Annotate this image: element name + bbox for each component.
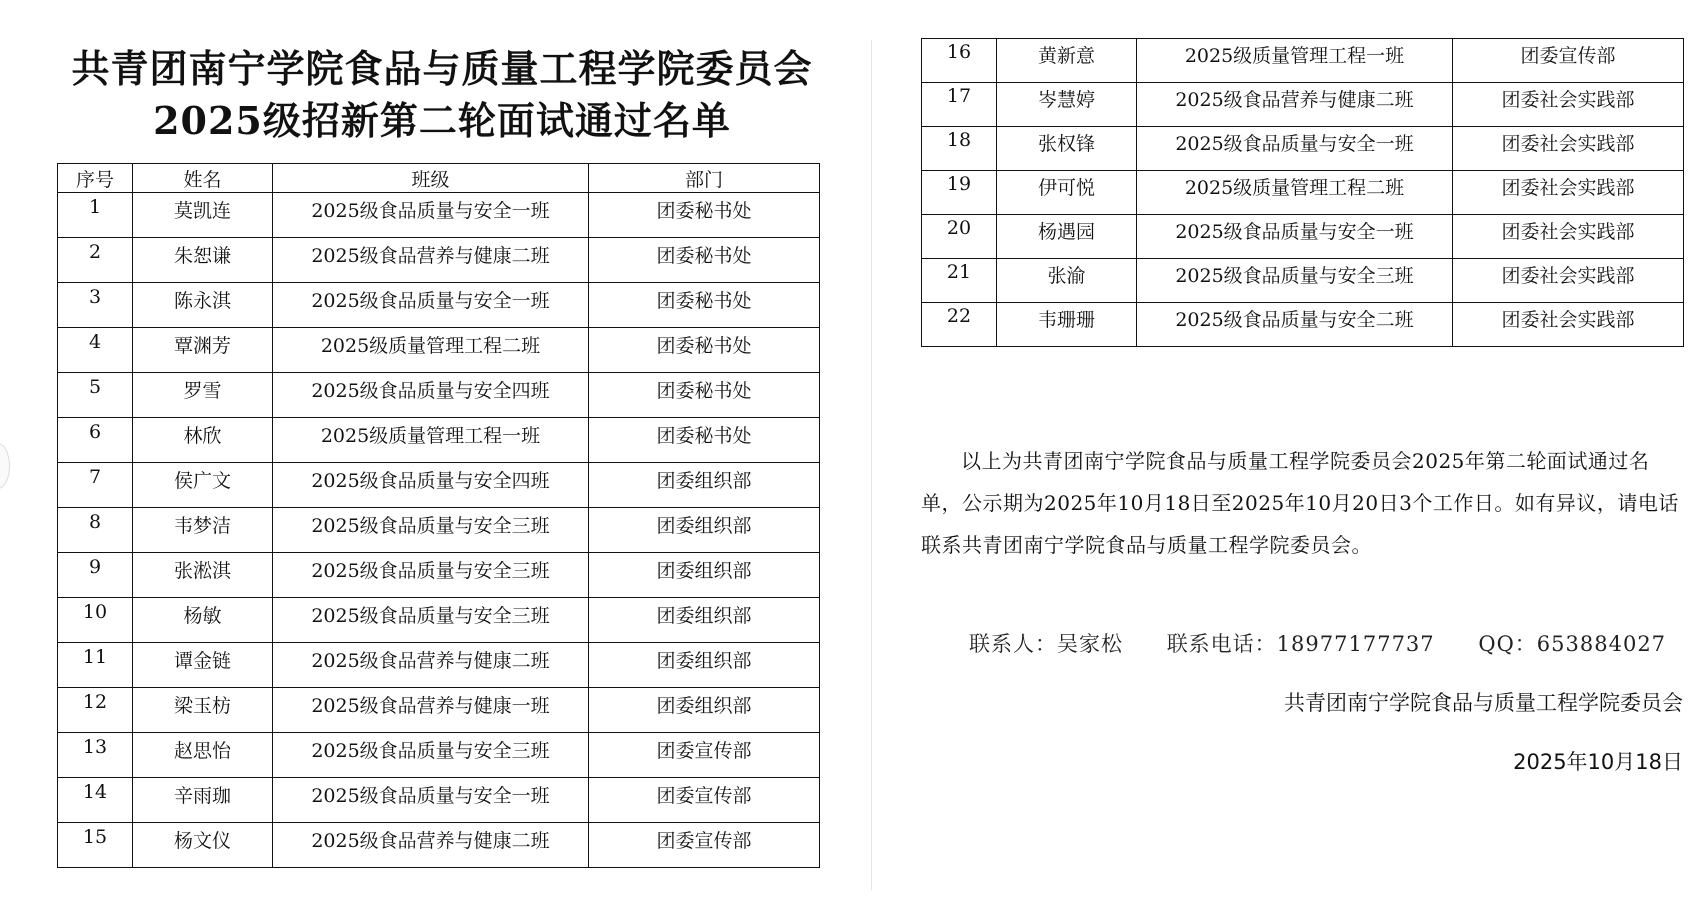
cell-name: 张淞淇	[133, 553, 273, 598]
cell-name: 莫凯连	[133, 193, 273, 238]
cell-dept: 团委组织部	[589, 553, 820, 598]
cell-dept: 团委社会实践部	[1453, 259, 1684, 303]
table-row	[58, 823, 820, 868]
cell-class: 2025级食品质量与安全三班	[1137, 259, 1453, 303]
cell-name: 韦梦洁	[133, 508, 273, 553]
cell-class: 2025级质量管理工程一班	[273, 418, 589, 463]
cell-name: 岑慧婷	[997, 83, 1137, 127]
table-row	[922, 215, 1684, 259]
cell-name: 谭金链	[133, 643, 273, 688]
cell-class: 2025级食品营养与健康二班	[273, 238, 589, 283]
cell-no: 15	[58, 823, 133, 868]
cell-no: 12	[58, 688, 133, 733]
cell-dept: 团委社会实践部	[1453, 127, 1684, 171]
cell-name: 侯广文	[133, 463, 273, 508]
cell-dept: 团委社会实践部	[1453, 215, 1684, 259]
cell-no: 14	[58, 778, 133, 823]
cell-class: 2025级食品质量与安全一班	[273, 193, 589, 238]
cell-dept: 团委秘书处	[589, 193, 820, 238]
contact-phone: 联系电话：18977177737	[1166, 632, 1435, 656]
cell-class: 2025级质量管理工程二班	[273, 328, 589, 373]
contact-person: 联系人：吴家松	[969, 632, 1123, 656]
cell-class: 2025级食品质量与安全一班	[273, 283, 589, 328]
cell-class: 2025级食品营养与健康一班	[273, 688, 589, 733]
cell-no: 5	[58, 373, 133, 418]
cell-no: 10	[58, 598, 133, 643]
cell-class: 2025级食品营养与健康二班	[1137, 83, 1453, 127]
header-dept: 部门	[589, 164, 820, 193]
cell-name: 韦珊珊	[997, 303, 1137, 347]
cell-class: 2025级食品质量与安全一班	[273, 778, 589, 823]
cell-class: 2025级食品质量与安全四班	[273, 463, 589, 508]
cell-dept: 团委社会实践部	[1453, 171, 1684, 215]
cell-no: 1	[58, 193, 133, 238]
cell-dept: 团委组织部	[589, 688, 820, 733]
cell-dept: 团委宣传部	[589, 733, 820, 778]
cell-no: 16	[922, 39, 997, 83]
contact-qq: QQ：653884027	[1478, 632, 1667, 656]
cell-name: 罗雪	[133, 373, 273, 418]
cell-class: 2025级食品质量与安全四班	[273, 373, 589, 418]
cell-class: 2025级食品质量与安全三班	[273, 733, 589, 778]
cell-name: 伊可悦	[997, 171, 1137, 215]
cell-class: 2025级食品质量与安全一班	[1137, 127, 1453, 171]
cell-dept: 团委秘书处	[589, 418, 820, 463]
table-row	[58, 508, 820, 553]
cell-name: 陈永淇	[133, 283, 273, 328]
table-row	[58, 688, 820, 733]
document-title: 共青团南宁学院食品与质量工程学院委员会	[71, 46, 813, 91]
contact-line	[969, 628, 1702, 658]
cell-dept: 团委社会实践部	[1453, 83, 1684, 127]
cell-class: 2025级食品质量与安全二班	[1137, 303, 1453, 347]
cell-dept: 团委宣传部	[589, 778, 820, 823]
cell-no: 21	[922, 259, 997, 303]
header-name: 姓名	[133, 164, 273, 193]
table-row	[922, 259, 1684, 303]
table-row	[58, 373, 820, 418]
table-row	[58, 238, 820, 283]
cell-dept: 团委宣传部	[1453, 39, 1684, 83]
table-row	[58, 778, 820, 823]
cell-no: 13	[58, 733, 133, 778]
table-row	[58, 643, 820, 688]
table-row	[922, 83, 1684, 127]
cell-no: 19	[922, 171, 997, 215]
cell-dept: 团委秘书处	[589, 238, 820, 283]
cell-name: 黄新意	[997, 39, 1137, 83]
cell-dept: 团委组织部	[589, 643, 820, 688]
cell-name: 杨文仪	[133, 823, 273, 868]
cell-dept: 团委秘书处	[589, 283, 820, 328]
table-row	[922, 171, 1684, 215]
cell-class: 2025级食品营养与健康二班	[273, 823, 589, 868]
cell-class: 2025级质量管理工程一班	[1137, 39, 1453, 83]
table-row	[58, 598, 820, 643]
cell-name: 张渝	[997, 259, 1137, 303]
cell-no: 9	[58, 553, 133, 598]
cell-dept: 团委秘书处	[589, 373, 820, 418]
header-no: 序号	[58, 164, 133, 193]
cell-no: 7	[58, 463, 133, 508]
cell-class: 2025级食品质量与安全一班	[1137, 215, 1453, 259]
cell-name: 辛雨珈	[133, 778, 273, 823]
table-row	[58, 553, 820, 598]
cell-name: 杨遇园	[997, 215, 1137, 259]
table-row	[922, 127, 1684, 171]
table-row	[922, 39, 1684, 83]
cell-class: 2025级食品质量与安全三班	[273, 508, 589, 553]
cell-class: 2025级食品营养与健康二班	[273, 643, 589, 688]
table-row	[58, 418, 820, 463]
table-header-row	[58, 164, 820, 193]
cell-no: 6	[58, 418, 133, 463]
cell-dept: 团委组织部	[589, 463, 820, 508]
cell-name: 林欣	[133, 418, 273, 463]
table-row	[58, 283, 820, 328]
cell-name: 赵思怡	[133, 733, 273, 778]
roster-table-right	[921, 38, 1684, 347]
cell-name: 朱恕谦	[133, 238, 273, 283]
cell-class: 2025级质量管理工程二班	[1137, 171, 1453, 215]
cell-dept: 团委组织部	[589, 598, 820, 643]
cell-no: 18	[922, 127, 997, 171]
cell-name: 杨敏	[133, 598, 273, 643]
roster-table-left	[57, 163, 820, 868]
cell-no: 17	[922, 83, 997, 127]
cell-name: 张权锋	[997, 127, 1137, 171]
cell-class: 2025级食品质量与安全三班	[273, 553, 589, 598]
cell-dept: 团委社会实践部	[1453, 303, 1684, 347]
table-row	[58, 733, 820, 778]
table-row	[58, 328, 820, 373]
cell-name: 覃渊芳	[133, 328, 273, 373]
cell-no: 8	[58, 508, 133, 553]
table-row	[58, 193, 820, 238]
cell-dept: 团委组织部	[589, 508, 820, 553]
cell-dept: 团委宣传部	[589, 823, 820, 868]
header-class: 班级	[273, 164, 589, 193]
cell-no: 4	[58, 328, 133, 373]
page-divider	[871, 40, 872, 890]
cell-no: 20	[922, 215, 997, 259]
signature-org: 共青团南宁学院食品与质量工程学院委员会	[1284, 691, 1683, 715]
table-row	[58, 463, 820, 508]
cell-dept: 团委秘书处	[589, 328, 820, 373]
cell-no: 11	[58, 643, 133, 688]
cell-no: 3	[58, 283, 133, 328]
cell-no: 22	[922, 303, 997, 347]
document-subtitle: 2025级招新第二轮面试通过名单	[153, 98, 731, 143]
signature-date: 2025年10月18日	[1513, 750, 1683, 774]
cell-name: 梁玉枋	[133, 688, 273, 733]
table-row	[922, 303, 1684, 347]
page-edge-handle[interactable]	[0, 443, 10, 489]
notice-paragraph: 以上为共青团南宁学院食品与质量工程学院委员会2025年第二轮面试通过名单，公示期为2025年10月18日至2025年10月20日3个工作日。如有异议，请电话联系共青团南宁学院食品与质量工程学院委员会。	[921, 449, 1679, 557]
cell-no: 2	[58, 238, 133, 283]
cell-class: 2025级食品质量与安全三班	[273, 598, 589, 643]
